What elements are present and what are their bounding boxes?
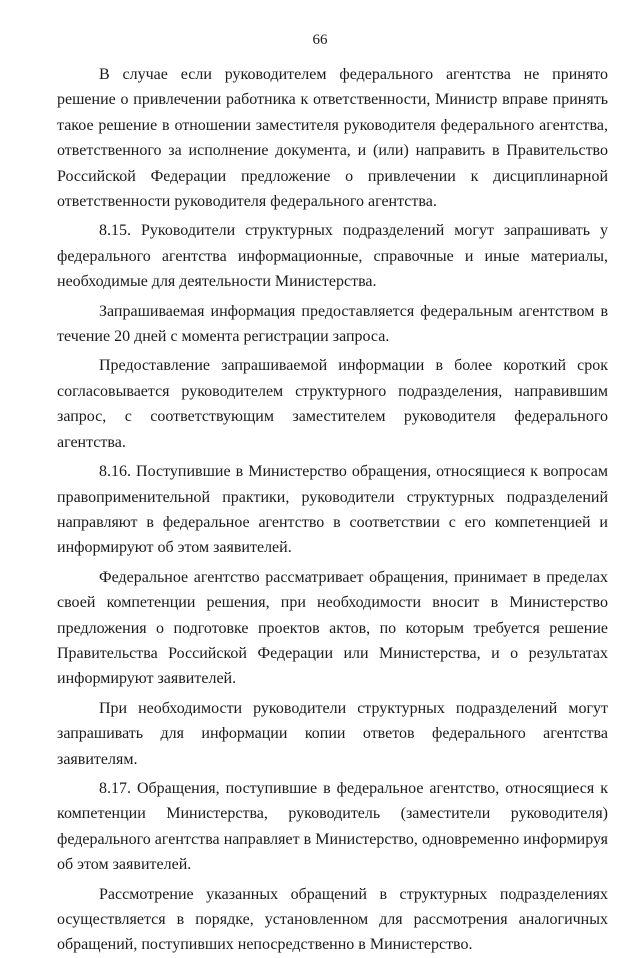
paragraph-agency-review: Федеральное агентство рассматривает обращения, принимает в пределах своей компетенции решения, при необходимости вносит в Министерство предложения о подготовке проектов актов, по которым требуется решение Правительства Российской Федерации или Министерства, и о результатах информируют заявителей.	[57, 568, 608, 688]
paragraph-review-procedure: Рассмотрение указанных обращений в структурных подразделениях осуществляется в порядке, установленном для рассмотрения аналогичных обращений, поступивших непосредственно в Министерство.	[57, 885, 608, 954]
document-body	[57, 62, 608, 958]
paragraph-8-17: 8.17. Обращения, поступившие в федеральное агентство, относящиеся к компетенции Министерства, руководитель (заместители руководителя) федерального агентства направляет в Министерство, одновременно информируя об этом заявителей.	[57, 779, 608, 874]
paragraph-copies-request: При необходимости руководители структурных подразделений могут запрашивать для информации копии ответов федерального агентства заявителям.	[57, 699, 608, 768]
paragraph-info-deadline: Запрашиваемая информация предоставляется федеральным агентством в течение 20 дней с момента регистрации запроса.	[57, 302, 608, 346]
page-number: 66	[312, 32, 328, 48]
paragraph-8-15: 8.15. Руководители структурных подразделений могут запрашивать у федерального агентства информационные, справочные и иные материалы, необходимые для деятельности Министерства.	[57, 222, 608, 291]
paragraph-8-16: 8.16. Поступившие в Министерство обращения, относящиеся к вопросам правоприменительной практики, руководители структурных подразделений направляют в федеральное агентство в соответствии с его компетенцией и информируют об этом заявителей.	[57, 463, 608, 557]
paragraph-shorter-deadline: Предоставление запрашиваемой информации в более короткий срок согласовывается руководителем структурного подразделения, направившим запрос, с соответствующим заместителем руководителя федерального агентства.	[57, 357, 608, 451]
paragraph-agency-liability: В случае если руководителем федерального агентства не принято решение о привлечении работника к ответственности, Министр вправе принять такое решение в отношении заместителя руководителя федерального агентства, ответственного за исполнение документа, и (или) направить в Правительство Российской Федерации предложение о привлечении к дисциплинарной ответственности руководителя федерального агентства.	[57, 66, 608, 211]
